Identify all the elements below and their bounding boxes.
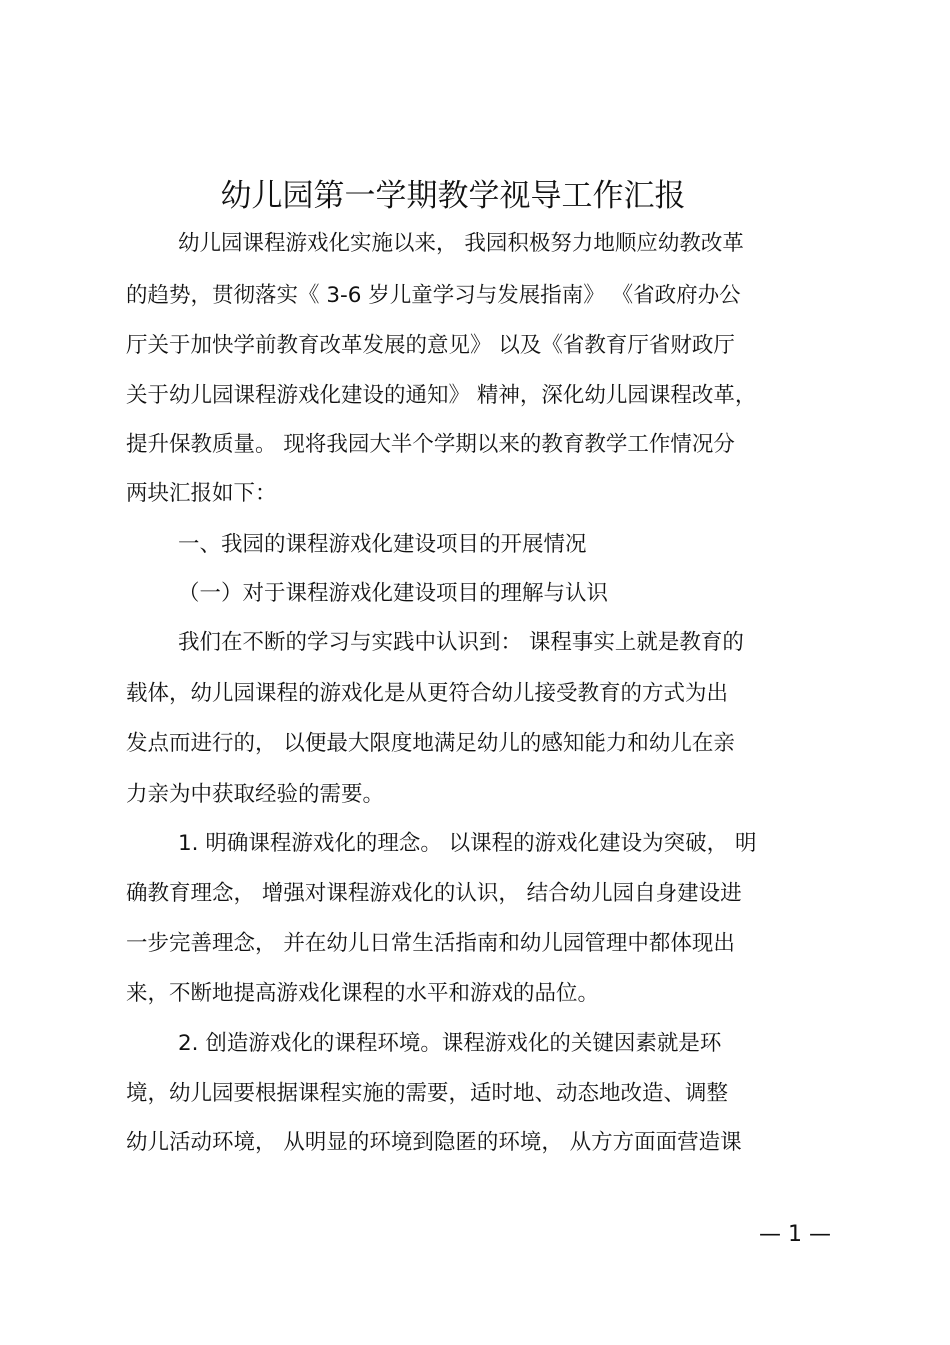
- subsection-heading: （一）对于课程游戏化建设项目的理解与认识: [178, 581, 609, 606]
- paragraph-line: 两块汇报如下：: [126, 481, 277, 506]
- paragraph-line: 2. 创造游戏化的课程环境。课程游戏化的关键因素就是环: [178, 1031, 722, 1056]
- paragraph-line: 发点而进行的， 以便最大限度地满足幼儿的感知能力和幼儿在亲: [126, 731, 735, 756]
- paragraph-line: 我们在不断的学习与实践中认识到： 课程事实上就是教育的: [178, 630, 744, 655]
- paragraph-line: 1. 明确课程游戏化的理念。 以课程的游戏化建设为突破， 明: [178, 831, 757, 856]
- page-number: — 1 —: [759, 1222, 831, 1247]
- paragraph-line: 一步完善理念， 并在幼儿日常生活指南和幼儿园管理中都体现出: [126, 931, 735, 956]
- paragraph-line: 力亲为中获取经验的需要。: [126, 782, 385, 807]
- section-heading: 一、我园的课程游戏化建设项目的开展情况: [178, 532, 587, 557]
- paragraph-line: 关于幼儿园课程游戏化建设的通知》 精神，深化幼儿园课程改革，: [126, 383, 757, 408]
- paragraph-line: 载体，幼儿园课程的游戏化是从更符合幼儿接受教育的方式为出: [126, 681, 729, 706]
- paragraph-line: 境，幼儿园要根据课程实施的需要，适时地、动态地改造、调整: [126, 1081, 729, 1106]
- paragraph-line: 幼儿园课程游戏化实施以来， 我园积极努力地顺应幼教改革: [178, 231, 744, 256]
- paragraph-line: 的趋势，贯彻落实《 3-6 岁儿童学习与发展指南》 《省政府办公: [126, 283, 741, 308]
- paragraph-line: 幼儿活动环境， 从明显的环境到隐匿的环境， 从方方面面营造课: [126, 1130, 742, 1155]
- paragraph-line: 来，不断地提高游戏化课程的水平和游戏的品位。: [126, 981, 600, 1006]
- paragraph-line: 提升保教质量。 现将我园大半个学期以来的教育教学工作情况分: [126, 432, 735, 457]
- document-title: 幼儿园第一学期教学视导工作汇报: [220, 178, 686, 214]
- paragraph-line: 厅关于加快学前教育改革发展的意见》 以及《省教育厅省财政厅: [126, 333, 735, 358]
- paragraph-line: 确教育理念， 增强对课程游戏化的认识， 结合幼儿园自身建设进: [126, 881, 742, 906]
